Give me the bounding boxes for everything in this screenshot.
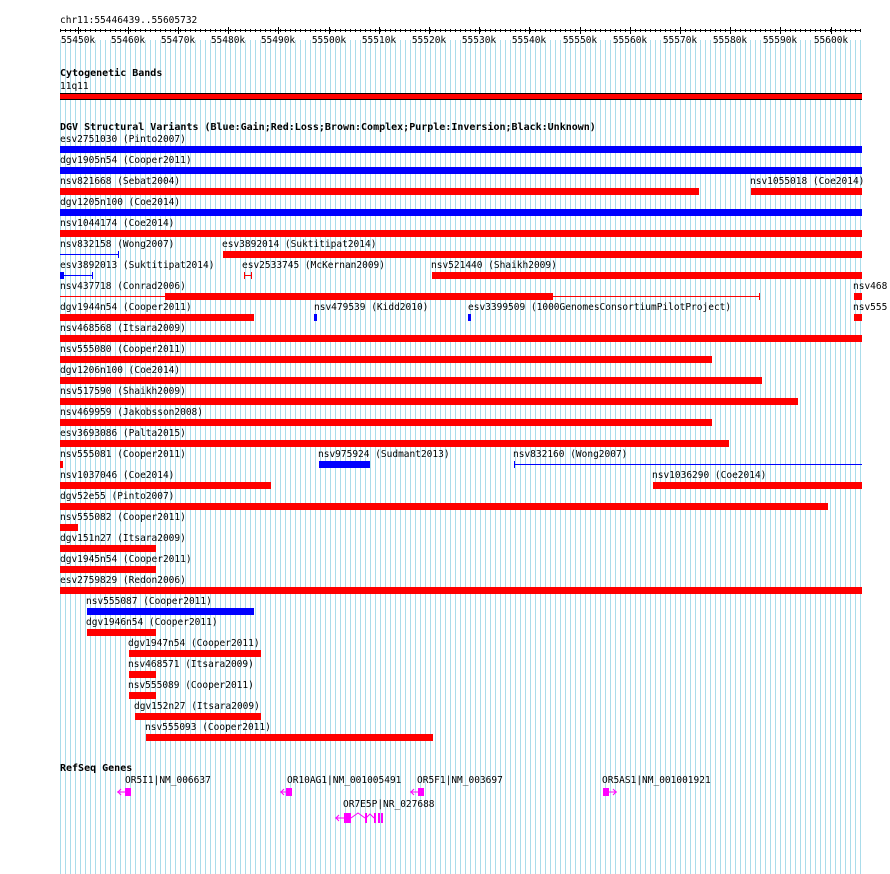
sv-label: nsv1044174 (Coe2014)	[60, 218, 175, 229]
sv-label: nsv517590 (Shaikh2009)	[60, 386, 186, 397]
ruler-minor-tick	[570, 29, 571, 32]
ruler-minor-tick	[635, 29, 636, 32]
gene-or10ag1[interactable]	[279, 787, 293, 797]
sv-feature-loss[interactable]	[854, 293, 862, 300]
ruler-minor-tick	[135, 29, 136, 32]
ruler-minor-tick	[475, 29, 476, 32]
ruler-minor-tick	[480, 29, 481, 32]
ruler-minor-tick	[110, 29, 111, 32]
ruler-minor-tick	[780, 29, 781, 32]
sv-feature-loss[interactable]	[60, 335, 862, 342]
sv-label: esv2751030 (Pinto2007)	[60, 134, 186, 145]
ruler-minor-tick	[585, 29, 586, 32]
ruler-minor-tick	[600, 29, 601, 32]
gene-label: OR10AG1|NM_001005491	[287, 775, 402, 786]
ruler-minor-tick	[130, 29, 131, 32]
sv-label: nsv1037046 (Coe2014)	[60, 470, 175, 481]
ruler-minor-tick	[465, 29, 466, 32]
ruler-minor-tick	[95, 29, 96, 32]
ruler-minor-tick	[770, 29, 771, 32]
ruler-minor-tick	[500, 29, 501, 32]
ruler-minor-tick	[290, 29, 291, 32]
sv-label: dgv1944n54 (Cooper2011)	[60, 302, 192, 313]
sv-feature-gain[interactable]	[319, 461, 370, 468]
ruler-minor-tick	[120, 29, 121, 32]
ruler-minor-tick	[175, 29, 176, 32]
ruler-minor-tick	[235, 29, 236, 32]
ruler-minor-tick	[760, 29, 761, 32]
ruler-minor-tick	[225, 29, 226, 32]
ruler-minor-tick	[270, 29, 271, 32]
sv-feature-loss[interactable]	[129, 671, 156, 678]
ruler-minor-tick	[170, 29, 171, 32]
ruler-minor-tick	[710, 29, 711, 32]
ruler-minor-tick	[345, 29, 346, 32]
ruler-minor-tick	[315, 29, 316, 32]
gene-or5f1[interactable]	[409, 787, 425, 797]
ruler-tick	[228, 27, 229, 34]
ruler-tick	[178, 27, 179, 34]
sv-feature-loss[interactable]	[60, 440, 729, 447]
sv-label: esv3892013 (Suktitipat2014)	[60, 260, 215, 271]
ruler-minor-tick	[510, 29, 511, 32]
sv-label: dgv52e55 (Pinto2007)	[60, 491, 175, 502]
ruler-minor-tick	[250, 29, 251, 32]
ruler-minor-tick	[515, 29, 516, 32]
sv-feature-loss[interactable]	[60, 461, 63, 468]
sv-feature-loss[interactable]	[432, 272, 862, 279]
ruler-tick-label: 55490k	[260, 35, 296, 46]
ruler-minor-tick	[645, 29, 646, 32]
ruler-minor-tick	[190, 29, 191, 32]
ruler-minor-tick	[280, 29, 281, 32]
ruler-minor-tick	[325, 29, 326, 32]
sv-feature-cap	[244, 272, 245, 279]
sv-label: dgv1905n54 (Cooper2011)	[60, 155, 192, 166]
ruler-minor-tick	[655, 29, 656, 32]
sv-feature-gain-line[interactable]	[64, 275, 92, 276]
ruler-minor-tick	[850, 29, 851, 32]
sv-label: nsv832160 (Wong2007)	[513, 449, 628, 460]
gene-label: OR5F1|NM_003697	[417, 775, 503, 786]
ruler-tick-label: 55520k	[411, 35, 447, 46]
ruler-minor-tick	[320, 29, 321, 32]
sv-label: nsv468	[853, 281, 888, 292]
ruler-minor-tick	[670, 29, 671, 32]
ruler-minor-tick	[805, 29, 806, 32]
ruler-tick-label: 55510k	[361, 35, 397, 46]
ruler-minor-tick	[105, 29, 106, 32]
sv-feature-gain-line[interactable]	[514, 464, 862, 465]
ruler-minor-tick	[160, 29, 161, 32]
ruler-minor-tick	[80, 29, 81, 32]
ruler-minor-tick	[860, 29, 861, 32]
ruler-minor-tick	[115, 29, 116, 32]
ruler-tick-label: 55580k	[712, 35, 748, 46]
ruler-minor-tick	[855, 29, 856, 32]
ruler-minor-tick	[765, 29, 766, 32]
ruler-minor-tick	[230, 29, 231, 32]
ruler-minor-tick	[85, 29, 86, 32]
ruler-tick-label: 55500k	[311, 35, 347, 46]
cytoband-11q11[interactable]	[60, 93, 862, 100]
ruler-minor-tick	[675, 29, 676, 32]
ruler-minor-tick	[580, 29, 581, 32]
ruler-minor-tick	[410, 29, 411, 32]
sv-feature-loss[interactable]	[60, 230, 862, 237]
ruler-minor-tick	[715, 29, 716, 32]
sv-label: nsv555080 (Cooper2011)	[60, 344, 186, 355]
ruler-minor-tick	[180, 29, 181, 32]
ruler-minor-tick	[305, 29, 306, 32]
ruler-minor-tick	[545, 29, 546, 32]
ruler-tick-label: 55530k	[461, 35, 497, 46]
ruler-tick-label: 55470k	[160, 35, 196, 46]
sv-feature-loss[interactable]	[87, 629, 156, 636]
sv-label: esv2759829 (Redon2006)	[60, 575, 186, 586]
ruler-minor-tick	[695, 29, 696, 32]
ruler-minor-tick	[735, 29, 736, 32]
sv-feature-loss[interactable]	[60, 419, 712, 426]
ruler-minor-tick	[375, 29, 376, 32]
ruler-minor-tick	[350, 29, 351, 32]
gene-label: OR5I1|NM_006637	[125, 775, 211, 786]
ruler-minor-tick	[215, 29, 216, 32]
ruler-tick-label: 55560k	[612, 35, 648, 46]
ruler-minor-tick	[490, 29, 491, 32]
sv-label: dgv1945n54 (Cooper2011)	[60, 554, 192, 565]
gene-label: OR5AS1|NM_001001921	[602, 775, 711, 786]
sv-feature-gain-line[interactable]	[60, 254, 119, 255]
ruler-tick-label: 55570k	[662, 35, 698, 46]
ruler-minor-tick	[450, 29, 451, 32]
sv-feature-loss[interactable]	[129, 650, 261, 657]
ruler-minor-tick	[195, 29, 196, 32]
ruler-tick-label: 55450k	[60, 35, 96, 46]
ruler-minor-tick	[435, 29, 436, 32]
coordinates-label: chr11:55446439..55605732	[60, 15, 198, 26]
ruler-tick	[78, 27, 79, 34]
ruler-minor-tick	[720, 29, 721, 32]
ruler-minor-tick	[70, 29, 71, 32]
sv-label: dgv1205n100 (Coe2014)	[60, 197, 181, 208]
ruler-minor-tick	[685, 29, 686, 32]
ruler-minor-tick	[295, 29, 296, 32]
ruler-minor-tick	[650, 29, 651, 32]
ruler-tick	[831, 27, 832, 34]
ruler-minor-tick	[810, 29, 811, 32]
ruler-minor-tick	[150, 29, 151, 32]
ruler-tick-label: 55550k	[562, 35, 598, 46]
sv-feature-cap	[759, 293, 760, 300]
ruler-minor-tick	[615, 29, 616, 32]
ruler-minor-tick	[840, 29, 841, 32]
ruler-minor-tick	[815, 29, 816, 32]
ruler-minor-tick	[540, 29, 541, 32]
sv-feature-loss[interactable]	[223, 251, 862, 258]
ruler-minor-tick	[140, 29, 141, 32]
ruler-minor-tick	[795, 29, 796, 32]
ruler-minor-tick	[205, 29, 206, 32]
ruler-minor-tick	[640, 29, 641, 32]
ruler-minor-tick	[100, 29, 101, 32]
sv-feature-loss[interactable]	[165, 293, 553, 300]
ruler-minor-tick	[145, 29, 146, 32]
ruler-minor-tick	[90, 29, 91, 32]
ruler-minor-tick	[355, 29, 356, 32]
ruler-tick-label: 55460k	[110, 35, 146, 46]
sv-label: nsv1036290 (Coe2014)	[652, 470, 767, 481]
sv-feature-loss[interactable]	[60, 377, 762, 384]
ruler-minor-tick	[335, 29, 336, 32]
ruler-minor-tick	[470, 29, 471, 32]
sv-feature-loss[interactable]	[751, 188, 862, 195]
ruler-minor-tick	[330, 29, 331, 32]
ruler-minor-tick	[535, 29, 536, 32]
sv-feature-loss[interactable]	[60, 566, 156, 573]
ruler-minor-tick	[575, 29, 576, 32]
sv-label: nsv555093 (Cooper2011)	[145, 722, 271, 733]
ruler-minor-tick	[750, 29, 751, 32]
ruler-minor-tick	[440, 29, 441, 32]
sv-feature-cap	[92, 272, 93, 279]
ruler-minor-tick	[485, 29, 486, 32]
ruler-minor-tick	[455, 29, 456, 32]
ruler-minor-tick	[790, 29, 791, 32]
sv-label: dgv1947n54 (Cooper2011)	[128, 638, 260, 649]
sv-label: esv2533745 (McKernan2009)	[242, 260, 385, 271]
ruler-minor-tick	[425, 29, 426, 32]
ruler-minor-tick	[255, 29, 256, 32]
ruler-minor-tick	[285, 29, 286, 32]
gene-label: OR7E5P|NR_027688	[343, 799, 435, 810]
sv-label: nsv521440 (Shaikh2009)	[431, 260, 557, 271]
ruler-minor-tick	[630, 29, 631, 32]
sv-feature-loss[interactable]	[60, 545, 156, 552]
sv-label: nsv555087 (Cooper2011)	[86, 596, 212, 607]
sv-feature-loss[interactable]	[135, 713, 261, 720]
ruler-minor-tick	[165, 29, 166, 32]
ruler-minor-tick	[405, 29, 406, 32]
sv-feature-loss[interactable]	[60, 398, 798, 405]
ruler-minor-tick	[740, 29, 741, 32]
sv-feature-loss[interactable]	[60, 482, 271, 489]
ruler-minor-tick	[800, 29, 801, 32]
sv-feature-gain[interactable]	[87, 608, 254, 615]
ruler-minor-tick	[265, 29, 266, 32]
sv-label: esv3892014 (Suktitipat2014)	[222, 239, 377, 250]
sv-label: nsv555089 (Cooper2011)	[128, 680, 254, 691]
ruler-minor-tick	[385, 29, 386, 32]
ruler-tick-label: 55600k	[813, 35, 849, 46]
ruler-minor-tick	[590, 29, 591, 32]
sv-label: nsv479539 (Kidd2010)	[314, 302, 429, 313]
ruler-minor-tick	[825, 29, 826, 32]
ruler-minor-tick	[125, 29, 126, 32]
track-title-refseq[interactable]: RefSeq Genes	[60, 763, 133, 774]
sv-feature-gain[interactable]	[60, 209, 862, 216]
ruler-minor-tick	[445, 29, 446, 32]
ruler-minor-tick	[830, 29, 831, 32]
sv-label: nsv975924 (Sudmant2013)	[318, 449, 450, 460]
ruler-minor-tick	[390, 29, 391, 32]
ruler-minor-tick	[360, 29, 361, 32]
ruler-minor-tick	[340, 29, 341, 32]
ruler-minor-tick	[495, 29, 496, 32]
ruler-minor-tick	[220, 29, 221, 32]
ruler-minor-tick	[555, 29, 556, 32]
ruler-tick-label: 55480k	[210, 35, 246, 46]
sv-feature-cap	[514, 461, 515, 468]
ruler-minor-tick	[520, 29, 521, 32]
ruler-minor-tick	[565, 29, 566, 32]
ruler-minor-tick	[75, 29, 76, 32]
sv-label: esv3399509 (1000GenomesConsortiumPilotProject)	[468, 302, 732, 313]
sv-feature-loss[interactable]	[60, 587, 862, 594]
sv-feature-loss[interactable]	[854, 314, 862, 321]
ruler-minor-tick	[610, 29, 611, 32]
sv-feature-gain[interactable]	[314, 314, 317, 321]
sv-feature-gain[interactable]	[60, 146, 862, 153]
ruler-minor-tick	[745, 29, 746, 32]
sv-label: nsv555082 (Cooper2011)	[60, 512, 186, 523]
gene-or7e5p[interactable]	[334, 811, 386, 825]
sv-feature-loss[interactable]	[60, 524, 78, 531]
ruler-minor-tick	[210, 29, 211, 32]
ruler-minor-tick	[730, 29, 731, 32]
ruler-minor-tick	[560, 29, 561, 32]
ruler-minor-tick	[65, 29, 66, 32]
sv-feature-gain[interactable]	[468, 314, 471, 321]
ruler-minor-tick	[310, 29, 311, 32]
ruler-minor-tick	[380, 29, 381, 32]
sv-feature-loss[interactable]	[60, 356, 712, 363]
sv-feature-loss[interactable]	[129, 692, 156, 699]
sv-feature-loss[interactable]	[60, 314, 254, 321]
ruler-minor-tick	[240, 29, 241, 32]
sv-feature-cap	[251, 272, 252, 279]
ruler-minor-tick	[365, 29, 366, 32]
sv-feature-loss[interactable]	[653, 482, 862, 489]
ruler-minor-tick	[595, 29, 596, 32]
ruler-minor-tick	[845, 29, 846, 32]
sv-label: dgv1946n54 (Cooper2011)	[86, 617, 218, 628]
ruler-minor-tick	[420, 29, 421, 32]
ruler-minor-tick	[245, 29, 246, 32]
ruler-minor-tick	[275, 29, 276, 32]
ruler-minor-tick	[370, 29, 371, 32]
ruler-minor-tick	[155, 29, 156, 32]
ruler-tick	[128, 27, 129, 34]
ruler-minor-tick	[680, 29, 681, 32]
ruler-minor-tick	[400, 29, 401, 32]
ruler-tick-label: 55590k	[762, 35, 798, 46]
sv-label: dgv1206n100 (Coe2014)	[60, 365, 181, 376]
sv-label: nsv468568 (Itsara2009)	[60, 323, 186, 334]
ruler-minor-tick	[605, 29, 606, 32]
sv-label: nsv832158 (Wong2007)	[60, 239, 175, 250]
sv-label: dgv152n27 (Itsara2009)	[134, 701, 260, 712]
ruler-minor-tick	[430, 29, 431, 32]
ruler-minor-tick	[705, 29, 706, 32]
ruler-minor-tick	[785, 29, 786, 32]
ruler-minor-tick	[200, 29, 201, 32]
ruler-tick	[278, 27, 279, 34]
sv-label: esv3693086 (Palta2015)	[60, 428, 186, 439]
ruler-minor-tick	[525, 29, 526, 32]
ruler-tick-label: 55540k	[511, 35, 547, 46]
sv-feature-loss[interactable]	[60, 503, 828, 510]
sv-label: nsv469959 (Jakobsson2008)	[60, 407, 203, 418]
sv-feature-loss[interactable]	[146, 734, 433, 741]
ruler-minor-tick	[820, 29, 821, 32]
gene-or5as1[interactable]	[602, 787, 618, 797]
ruler-minor-tick	[530, 29, 531, 32]
sv-feature-cap	[118, 251, 119, 258]
sv-feature-gain[interactable]	[60, 167, 862, 174]
sv-label: nsv821668 (Sebat2004)	[60, 176, 181, 187]
sv-label: nsv1055018 (Coe2014)	[750, 176, 865, 187]
ruler-minor-tick	[60, 29, 61, 32]
track-title-cytogenetic-bands[interactable]: Cytogenetic Bands	[60, 68, 163, 79]
ruler-minor-tick	[835, 29, 836, 32]
ruler-minor-tick	[690, 29, 691, 32]
sv-label: nsv437718 (Conrad2006)	[60, 281, 186, 292]
ruler-minor-tick	[300, 29, 301, 32]
sv-label: nsv555	[853, 302, 888, 313]
ruler-minor-tick	[625, 29, 626, 32]
ruler-minor-tick	[660, 29, 661, 32]
ruler-minor-tick	[185, 29, 186, 32]
ruler-minor-tick	[620, 29, 621, 32]
ruler-minor-tick	[665, 29, 666, 32]
ruler-minor-tick	[755, 29, 756, 32]
sv-label: nsv468571 (Itsara2009)	[128, 659, 254, 670]
gene-or5i1[interactable]	[116, 787, 132, 797]
ruler-minor-tick	[550, 29, 551, 32]
ruler-minor-tick	[460, 29, 461, 32]
sv-label: nsv555081 (Cooper2011)	[60, 449, 186, 460]
cytoband-label: 11q11	[60, 81, 89, 92]
sv-feature-loss[interactable]	[60, 188, 699, 195]
ruler-minor-tick	[415, 29, 416, 32]
track-title-dgv[interactable]: DGV Structural Variants (Blue:Gain;Red:Loss;Brown:Complex;Purple:Inversion;Black:Unknown)	[60, 122, 596, 133]
ruler-minor-tick	[505, 29, 506, 32]
ruler-minor-tick	[395, 29, 396, 32]
ruler-minor-tick	[700, 29, 701, 32]
ruler-minor-tick	[775, 29, 776, 32]
ruler-minor-tick	[725, 29, 726, 32]
ruler-minor-tick	[260, 29, 261, 32]
sv-label: dgv151n27 (Itsara2009)	[60, 533, 186, 544]
